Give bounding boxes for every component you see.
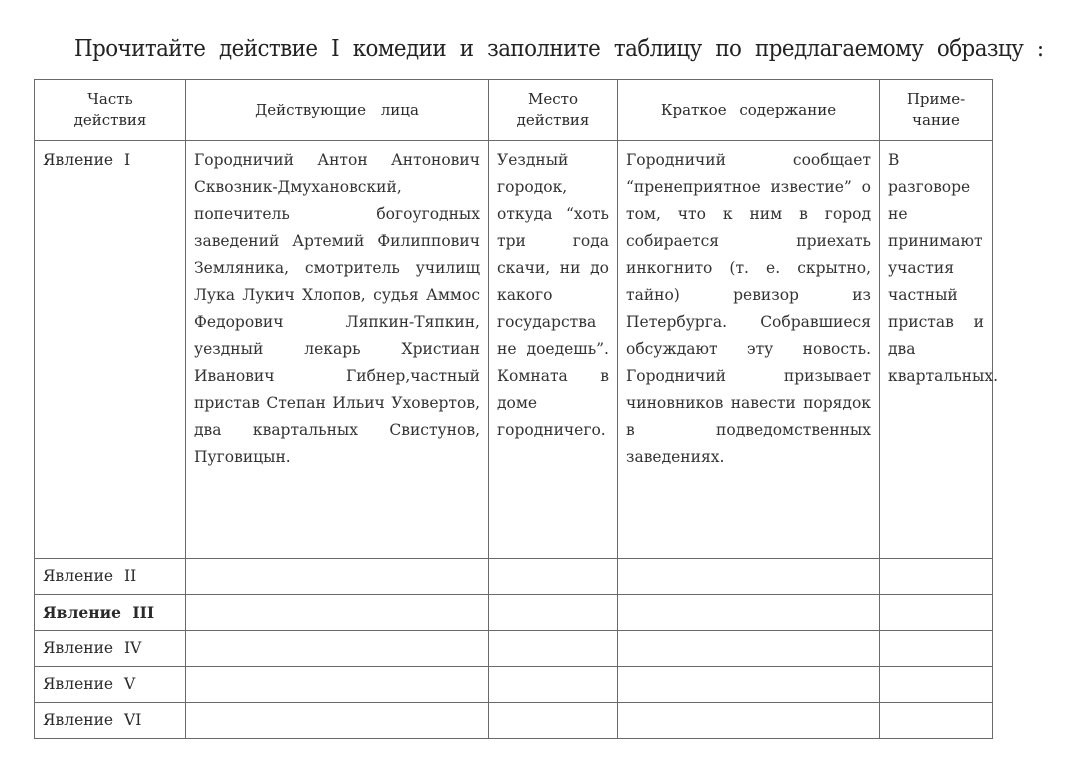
cell-note	[880, 631, 993, 667]
cell-summary	[618, 631, 880, 667]
cell-characters	[186, 595, 489, 631]
cell-summary: Городничий сообщает “пренеприятное известие” о том, что к ним в город собирается приехать инкогнито (т. е. скрытно, тайно) ревизор из Петербурга. Собравшиеся обсуждают эту новость. Городничий призывает чиновников навести порядок в подведомственных заведениях.	[618, 141, 880, 559]
cell-note	[880, 703, 993, 739]
cell-note	[880, 667, 993, 703]
cell-part: Явление IV	[35, 631, 186, 667]
cell-note	[880, 595, 993, 631]
cell-place	[489, 631, 618, 667]
header-place: Место действия	[489, 80, 618, 141]
page-title: Прочитайте действие I комедии и заполните таблицу по предлагаемому образцу :	[74, 36, 1044, 62]
scenes-table	[34, 79, 999, 739]
cell-characters	[186, 559, 489, 595]
cell-note: В разговоре не принимают участия частный пристав и два квартальных.	[880, 141, 993, 559]
cell-place	[489, 595, 618, 631]
cell-place	[489, 703, 618, 739]
cell-part: Явление VI	[35, 703, 186, 739]
header-summary: Краткое содержание	[618, 80, 880, 141]
cell-characters	[186, 631, 489, 667]
table-row	[35, 631, 993, 667]
table-row	[35, 667, 993, 703]
table-row	[35, 141, 993, 559]
table-header-row	[35, 80, 993, 141]
cell-characters	[186, 667, 489, 703]
header-characters: Действующие лица	[186, 80, 489, 141]
cell-place	[489, 667, 618, 703]
cell-part: Явление I	[35, 141, 186, 559]
cell-summary	[618, 667, 880, 703]
cell-summary	[618, 559, 880, 595]
cell-note	[880, 559, 993, 595]
cell-place	[489, 559, 618, 595]
cell-part: Явление III	[35, 595, 186, 631]
cell-characters	[186, 703, 489, 739]
cell-place: Уездный городок, откуда “хоть три года скачи, ни до какого государства не доедешь”. Комната в доме городничего.	[489, 141, 618, 559]
cell-characters: Городничий Антон Антонович Сквозник-Дмухановский, попечитель богоугодных заведений Артемий Филиппович Земляника, смотритель училищ Лука Лукич Хлопов, судья Аммос Федорович Ляпкин-Тяпкин, уездный лекарь Христиан Иванович Гибнер,частный пристав Степан Ильич Уховертов, два квартальных Свистунов, Пуговицын.	[186, 141, 489, 559]
cell-summary	[618, 703, 880, 739]
table-row	[35, 703, 993, 739]
table-row	[35, 559, 993, 595]
table-row	[35, 595, 993, 631]
cell-part: Явление V	[35, 667, 186, 703]
header-note: Приме- чание	[880, 80, 993, 141]
cell-summary	[618, 595, 880, 631]
header-part: Часть действия	[35, 80, 186, 141]
cell-part: Явление II	[35, 559, 186, 595]
